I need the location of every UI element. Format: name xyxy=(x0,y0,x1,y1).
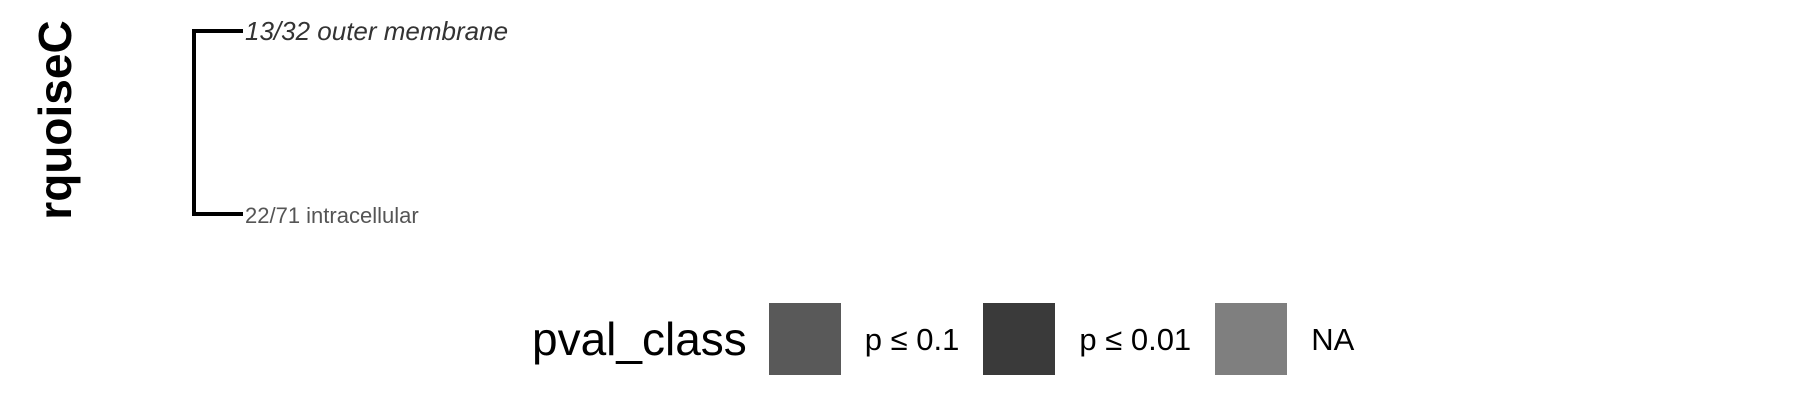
legend-key-na xyxy=(1215,303,1354,375)
legend-swatch-p01 xyxy=(769,303,841,375)
legend-swatch-na xyxy=(1215,303,1287,375)
legend-swatch-p001 xyxy=(983,303,1055,375)
tip-label-intracellular: 22/71 intracellular xyxy=(245,203,419,228)
tip-label-outer-membrane: 13/32 outer membrane xyxy=(245,16,509,46)
legend-title: pval_class xyxy=(532,313,747,365)
legend xyxy=(532,302,1378,376)
panel-label-text: rquoiseC xyxy=(29,20,81,220)
legend-label-na: NA xyxy=(1311,321,1355,357)
legend-label-p001: p ≤ 0.01 xyxy=(1079,321,1192,357)
legend-label-p01: p ≤ 0.1 xyxy=(864,321,960,357)
tree-branch-bracket xyxy=(194,31,243,214)
legend-key-p01 xyxy=(769,303,960,375)
legend-key-p001 xyxy=(983,303,1191,375)
